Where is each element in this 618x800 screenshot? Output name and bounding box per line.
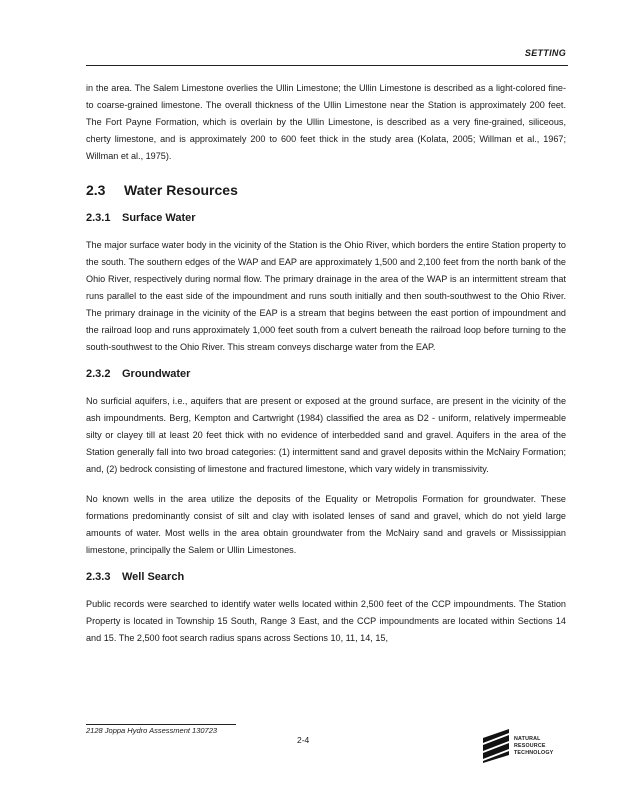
section-heading	[86, 182, 566, 198]
subsection-title: Surface Water	[122, 212, 196, 224]
subsection-number: 2.3.1	[86, 212, 111, 224]
subsection-number: 2.3.2	[86, 368, 111, 380]
subsection-heading-well-search	[86, 571, 566, 583]
subsection-heading-groundwater	[86, 368, 566, 380]
section-title: Water Resources	[124, 182, 238, 198]
well-search-paragraph: Public records were searched to identify water wells located within 2,500 feet of the CCP impoundments. The Station Property is located in Township 15 South, Range 3 East, and the CCP impoundments are located within Sections 14 and 15. The 2,500 foot search radius spans across Sections 10, 11, 14, 15,	[86, 599, 566, 643]
subsection-title: Groundwater	[122, 368, 191, 380]
intro-paragraph: in the area. The Salem Limestone overlies the Ullin Limestone; the Ullin Limestone is described as a light-colored fine- to coarse-grained limestone. The overall thickness of the Ullin Limestone near the Station is approximately 200 feet. The Fort Payne Formation, which is overlain by the Ullin Limestone, is described as a very fine-grained, siliceous, cherty limestone, and is approximately 200 to 600 feet thick in the study area (Kolata, 2005; Willman et al., 1967; Willman et al., 1975).	[86, 83, 566, 161]
groundwater-paragraph-1: No surficial aquifers, i.e., aquifers that are present or exposed at the ground surface, are present in the vicinity of the ash impoundments. Berg, Kempton and Cartwright (1984) classified the area as D2 - uniform, relatively impermeable silty or clayey till at least 20 feet thick with no evidence of interbedded sand and gravel. Aquifers in the area of the Station generally fall into two broad categories: (1) intermittent sand and gravel deposits within the McNairy Formation; and, (2) bedrock consisting of limestone and fractured limestone, which vary widely in transmissivity.	[86, 396, 566, 474]
page-number: 2-4	[297, 735, 310, 745]
surface-water-paragraph: The major surface water body in the vicinity of the Station is the Ohio River, which borders the entire Station property to the south. The southern edges of the WAP and EAP are approximately 1,500 and 2,100 feet from the north bank of the Ohio River, respectively during normal flow. The primary drainage in the area of the WAP is an intermittent stream that runs parallel to the east side of the impoundment and runs south initially and then south-southwest to the Ohio River. The primary drainage in the vicinity of the EAP is a stream that begins between the east portion of impoundment and the railroad loop and runs approximately 1,000 feet south from a culvert beneath the railroad loop before turning to the south-southwest to the Ohio River. This stream conveys discharge water from the EAP.	[86, 240, 566, 352]
subsection-number: 2.3.3	[86, 571, 111, 583]
subsection-heading-surface-water	[86, 212, 566, 224]
subsection-title: Well Search	[122, 571, 185, 583]
logo-line-3: TECHNOLOGY	[514, 750, 554, 756]
logo-wordmark	[514, 736, 553, 757]
footer-reference: 2128 Joppa Hydro Assessment 130723	[86, 726, 218, 735]
header-rule	[86, 65, 568, 66]
logo-line-1: NATURAL	[514, 736, 541, 742]
nrt-logo-icon	[481, 729, 511, 763]
footer-rule	[86, 724, 236, 725]
groundwater-paragraph-2: No known wells in the area utilize the deposits of the Equality or Metropolis Formation for groundwater. These formations predominantly consist of silt and clay with isolated lenses of sand and gravel, which do not yield large amounts of water. Most wells in the area obtain groundwater from the McNairy sand and gravels or Mississippian limestone, principally the Salem or Ullin Limestones.	[86, 494, 566, 555]
logo-line-2: RESOURCE	[514, 743, 546, 749]
running-header: SETTING	[524, 48, 566, 58]
section-number: 2.3	[86, 182, 106, 198]
page-body	[86, 80, 566, 647]
company-logo	[481, 725, 581, 767]
